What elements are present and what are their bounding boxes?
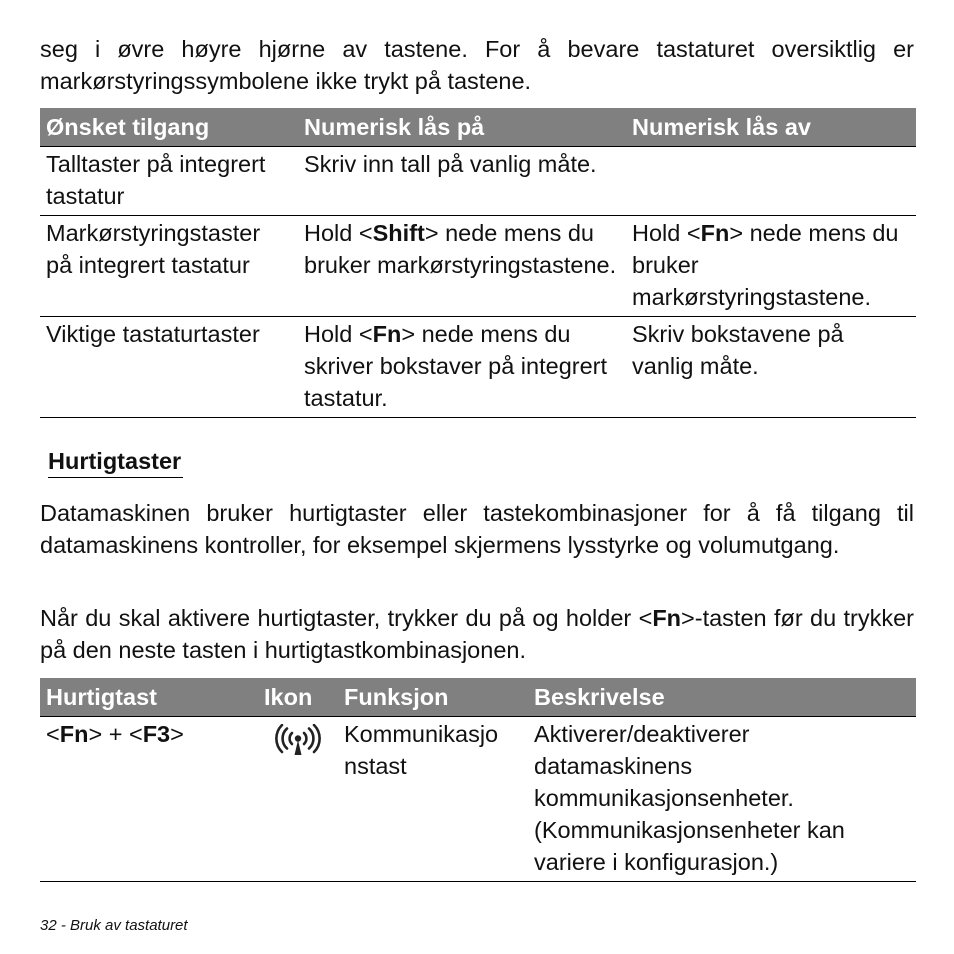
intro-line-1: seg i øvre høyre hjørne av tastene. For å bevare tastaturet oversiktlig er xyxy=(40,36,914,62)
header-hotkey: Hurtigtast xyxy=(40,678,258,717)
cell-access: Talltaster på integrert tastatur xyxy=(40,147,298,216)
cell-text: Hold < xyxy=(304,321,373,347)
cell-hotkey xyxy=(40,717,258,882)
cell-text: > + < xyxy=(88,721,143,747)
section-heading: Hurtigtaster xyxy=(48,445,183,478)
cell-numlock-off xyxy=(626,216,916,317)
cell-text: > nede mens du bruker markørstyringstastene. xyxy=(304,220,617,278)
key-name: Fn xyxy=(59,721,89,747)
header-numlock-off: Numerisk lås av xyxy=(626,108,916,147)
header-desired-access: Ønsket tilgang xyxy=(40,108,298,147)
cell-function: Kommunikasjo nstast xyxy=(338,717,528,882)
header-function: Funksjon xyxy=(338,678,528,717)
table-row xyxy=(40,717,916,882)
cell-icon xyxy=(258,717,338,882)
header-icon: Ikon xyxy=(258,678,338,717)
cell-text: > xyxy=(170,721,184,747)
cell-numlock-on xyxy=(298,317,626,418)
cell-text: Hold < xyxy=(304,220,373,246)
hotkeys-table-header xyxy=(40,678,916,717)
intro-paragraph xyxy=(40,33,914,97)
hotkeys-table xyxy=(40,678,916,882)
paragraph-text: Når du skal aktivere hurtigtaster, trykker du på og holder < xyxy=(40,605,653,631)
cell-numlock-off xyxy=(626,147,916,216)
cell-numlock-off: Skriv bokstavene på vanlig måte. xyxy=(626,317,916,418)
cell-access: Viktige tastaturtaster xyxy=(40,317,298,418)
cell-text: > nede mens du bruker markørstyringstastene. xyxy=(632,220,899,310)
cell-text: Hold < xyxy=(632,220,701,246)
hotkeys-paragraph-2 xyxy=(40,602,914,666)
cell-text: < xyxy=(46,721,60,747)
paragraph-text: >-tasten før du trykker på den neste tasten i hurtigtastkombinasjonen. xyxy=(40,605,914,663)
key-name: Shift xyxy=(372,220,425,246)
key-name: Fn xyxy=(652,605,682,631)
cell-numlock-on xyxy=(298,216,626,317)
intro-line-2: markørstyringssymbolene ikke trykt på tastene. xyxy=(40,68,532,94)
cell-description: Aktiverer/deaktiverer datamaskinens kommunikasjonsenheter. (Kommunikasjonsenheter kan variere i konfigurasjon.) xyxy=(528,717,916,882)
cell-numlock-on: Skriv inn tall på vanlig måte. xyxy=(298,147,626,216)
hotkeys-paragraph-1: Datamaskinen bruker hurtigtaster eller tastekombinasjoner for å få tilgang til datamaskinens kontroller, for eksempel skjermens lysstyrke og volumutgang. xyxy=(40,500,914,558)
key-name: Fn xyxy=(372,321,402,347)
wireless-communication-icon xyxy=(275,724,321,758)
key-name: F3 xyxy=(142,721,171,747)
table-row xyxy=(40,147,916,216)
numlock-table-header xyxy=(40,108,916,147)
table-row xyxy=(40,317,916,418)
header-numlock-on: Numerisk lås på xyxy=(298,108,626,147)
cell-text: > nede mens du skriver bokstaver på integrert tastatur. xyxy=(304,321,608,411)
table-row xyxy=(40,216,916,317)
numlock-table xyxy=(40,108,916,418)
page-footer: 32 - Bruk av tastaturet xyxy=(40,917,188,934)
cell-access: Markørstyringstaster på integrert tastatur xyxy=(40,216,298,317)
key-name: Fn xyxy=(700,220,730,246)
header-description: Beskrivelse xyxy=(528,678,916,717)
